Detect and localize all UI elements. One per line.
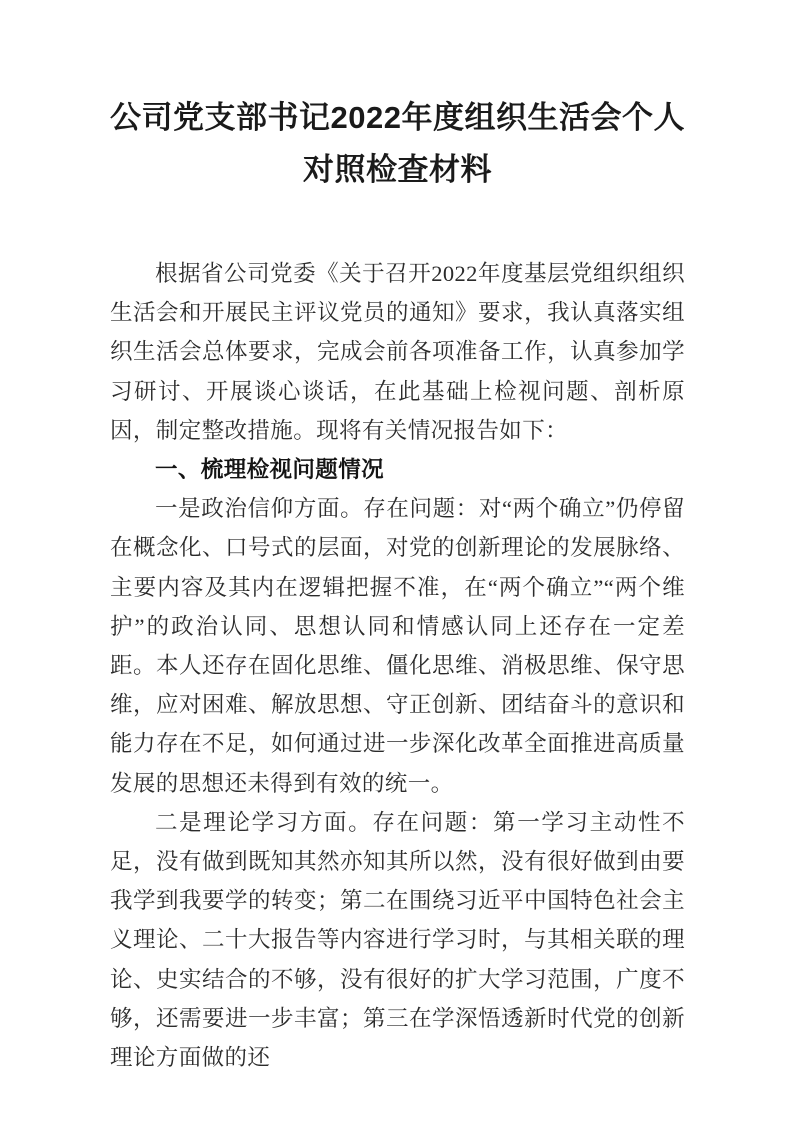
paragraph-intro: 根据省公司党委《关于召开2022年度基层党组织组织生活会和开展民主评议党员的通知》要求，我认真落实组织生活会总体要求，完成会前各项准备工作，认真参加学习研讨、开展谈心谈话，在此基础上检视问题、剖析原因，制定整改措施。现将有关情况报告如下： (110, 261, 685, 443)
section-heading-1: 一、梳理检视问题情况 (155, 457, 385, 483)
paragraph-item-1: 一是政治信仰方面。存在问题：对“两个确立”仍停留在概念化、口号式的层面，对党的创新理论的发展脉络、主要内容及其内在逻辑把握不准，在“两个确立”“两个维护”的政治认同、思想认同和情感认同上还存在一定差距。本人还存在固化思维、僵化思维、消极思维、保守思维，应对困难、解放思想、守正创新、团结奋斗的意识和能力存在不足，如何通过进一步深化改革全面推进高质量发展的思想还未得到有效的统一。 (110, 496, 685, 796)
page-title: 公司党支部书记2022年度组织生活会个人对照检查材料 (110, 100, 685, 187)
title-body-spacer (110, 196, 685, 254)
paragraph-item-2: 二是理论学习方面。存在问题：第一学习主动性不足，没有做到既知其然亦知其所以然，没有很好做到由要我学到我要学的转变；第二在围绕习近平中国特色社会主义理论、二十大报告等内容进行学习时，与其相关联的理论、史实结合的不够，没有很好的扩大学习范围，广度不够，还需要进一步丰富；第三在学深悟透新时代党的创新理论方面做的还 (110, 809, 685, 1071)
document-body (110, 0, 685, 1077)
